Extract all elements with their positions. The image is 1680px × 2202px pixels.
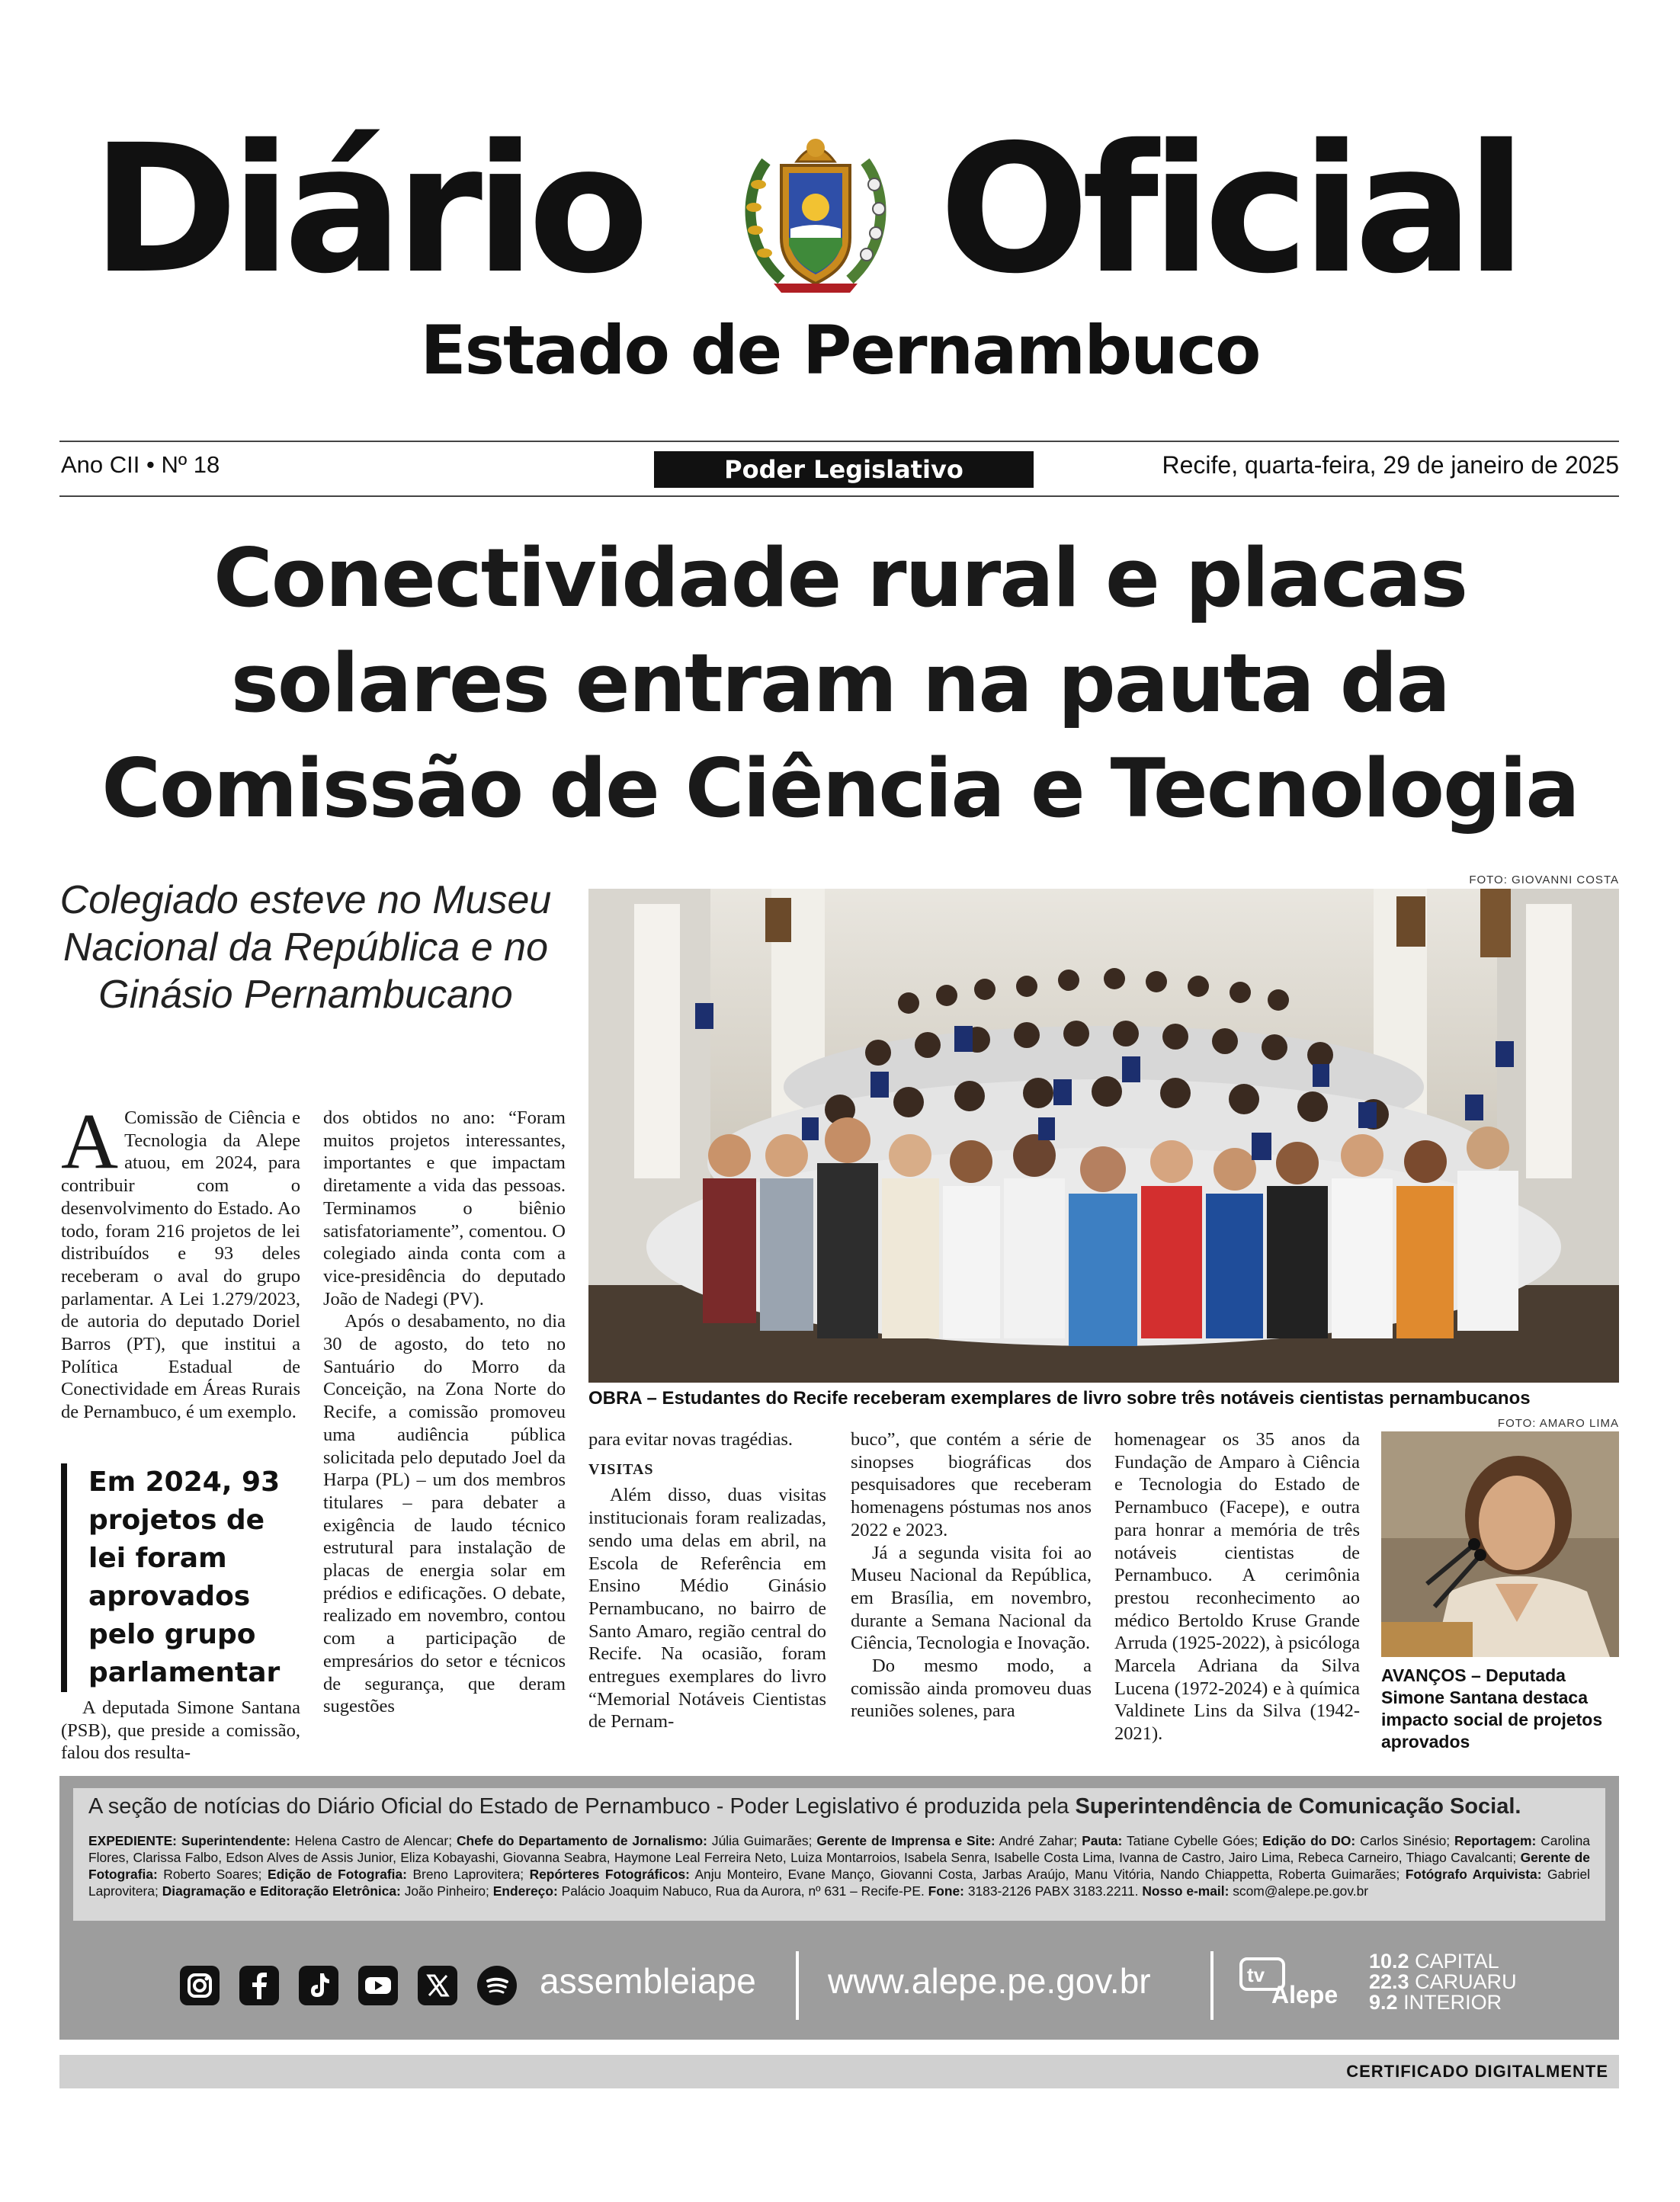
- tiktok-icon[interactable]: [299, 1966, 338, 2005]
- tv-logo-top-text: tv: [1247, 1963, 1265, 1986]
- website-link[interactable]: www.alepe.pe.gov.br: [828, 1961, 1151, 2001]
- tv-logo-bottom-text: Alepe: [1271, 1981, 1339, 2008]
- spotify-icon[interactable]: [477, 1966, 517, 2005]
- article-paragraph: buco”, que contém a série de sinopses biográficas dos pesquisadores que receberam homenagens póstumas nos anos 2022 e 2023.: [851, 1429, 1092, 1540]
- article-paragraph: dos obtidos no ano: “Foram muitos projetos interessantes, importantes e que impactam diretamente a vida das pessoas. Terminamos o biênio satisfatoriamente”, comentou. O colegiado ainda conta com a vice-presidência do deputado João de Nadegi (PV).: [323, 1107, 566, 1309]
- headline-line-1: Conectividade rural e placas: [213, 531, 1467, 625]
- x-icon[interactable]: [418, 1966, 457, 2005]
- footer-divider: [796, 1951, 799, 2020]
- headline-line-2: solares entram na pauta da: [230, 636, 1450, 730]
- article-column-3: [588, 1428, 826, 1733]
- article-column-5: [1114, 1428, 1360, 1745]
- expediente-credits: EXPEDIENTE: Superintendente: Helena Castro de Alencar; Chefe do Departamento de Jornalismo: Júlia Guimarães; Gerente de Imprensa e Site: André Zahar; Pauta: Tatiane Cybelle Góes; Edição do DO: Carlos Sinésio; Reportagem: Carolina Flores, Clarissa Falbo, Edson Alves de Assis Junior, Eliza Kobayashi, Giovanna Seabra, Haymone Leal Ferreira Neto, Luiza Montarroios, Isabela Senra, Isabelle Costa Lima, Ivanna de Castro, Jairo Lima, Rebeca Carneiro, Thiago Cavalcanti; Gerente de Fotografia: Roberto Soares; Edição de Fotografia: Breno Laprovitera; Repórteres Fotográficos: Anju Monteiro, Evane Manço, Giovanni Costa, Jarbas Araújo, Manu Vitória, Nando Chiappetta, Roberta Guimarães; Fotógrafo Arquivista: Gabriel Laprovitera; Diagramação e Editoração Eletrônica: João Pinheiro; Endereço: Palácio Joaquim Nabuco, Rua da Aurora, nº 631 – Recife-PE. Fone: 3183-2126 PABX 3183.2211. Nosso e-mail: scom@alepe.pe.gov.br: [88, 1833, 1591, 1899]
- youtube-icon[interactable]: [358, 1966, 398, 2005]
- main-photo: [588, 889, 1619, 1383]
- article-column-1b: [61, 1697, 300, 1764]
- dateline: Recife, quarta-feira, 29 de janeiro de 2025: [1162, 451, 1619, 479]
- channel-row: 22.3 CARUARU: [1369, 1970, 1517, 1993]
- article-column-2: [323, 1107, 566, 1718]
- expediente-box: [73, 1788, 1605, 1921]
- footer-divider: [1210, 1951, 1214, 2020]
- section-label: Poder Legislativo: [654, 451, 1034, 488]
- kicker: Colegiado esteve no Museu Nacional da República e no Ginásio Pernambucano: [59, 878, 552, 1017]
- article-paragraph: para evitar novas tragédias.: [588, 1429, 794, 1450]
- bottom-rule: [59, 495, 1619, 497]
- certificado-bar: [59, 2055, 1619, 2088]
- photo-credit-side: FOTO: AMARO LIMA: [1497, 1417, 1619, 1430]
- social-handle-link[interactable]: assembleiape: [540, 1961, 756, 2001]
- article-paragraph: A Comissão de Ciência e Tecnologia da Alepe atuou, em 2024, para contribuir com o desenvolvimento do Estado. Ao todo, foram 216 projetos de lei distribuídos e 93 deles receberam o aval do grupo parlamentar. A Lei 1.279/2023, de autoria do deputado Doriel Barros (PT), que institui a Política Estadual de Conectividade em Áreas Rurais de Pernambuco, é um exemplo.: [61, 1098, 300, 1423]
- article-column-1: [61, 1098, 300, 1424]
- side-photo: [1381, 1431, 1619, 1657]
- facebook-icon[interactable]: [239, 1966, 279, 2005]
- pernambuco-coat-of-arms-icon: [736, 131, 896, 299]
- instagram-icon[interactable]: [180, 1966, 220, 2005]
- article-column-4: [851, 1428, 1092, 1723]
- article-paragraph: Além disso, duas visitas institucionais foram realizadas, sendo uma delas em abril, na Escola de Referência em Ensino Médio Ginásio Pernambucano, no bairro de Santo Amaro, região central do Recife. Na ocasião, foram entregues exemplares do livro “Memorial Notáveis Cientistas de Pernam-: [588, 1485, 826, 1732]
- channel-row: 9.2 INTERIOR: [1369, 1991, 1502, 2014]
- article-paragraph: homenagear os 35 anos da Fundação de Amparo à Ciência e Tecnologia do Estado de Pernambuco (Facepe), e outra para honrar a memória de três notáveis cientistas de Pernambuco. A cerimônia prestou reconhecimento ao médico Bertoldo Kruse Grande Arruda (1925-2022), à psicóloga Marcela Adriana da Silva Lucena (1972-2024) e à química Valdinete Lins da Silva (1942-2021).: [1114, 1429, 1360, 1745]
- headline: [46, 526, 1634, 841]
- pull-quote: Em 2024, 93 projetos de lei foram aprovados pelo grupo parlamentar: [61, 1463, 300, 1692]
- article-paragraph: A deputada Simone Santana (PSB), que preside a comissão, falou dos resulta-: [61, 1697, 300, 1764]
- article-paragraph: Já a segunda visita foi ao Museu Nacional da República, em Brasília, em novembro, durante a Semana Nacional da Ciência, Tecnologia e Inovação.: [851, 1542, 1092, 1654]
- masthead-title-right: Oficial: [939, 107, 1519, 313]
- certificado-label: CERTIFICADO DIGITALMENTE: [1346, 2062, 1608, 2081]
- expediente-lead: A seção de notícias do Diário Oficial do Estado de Pernambuco - Poder Legislativo é produzida pela Superintendência de Comunicação Social.: [88, 1794, 1521, 1819]
- tv-channels: [1369, 1951, 1517, 2013]
- channel-row: 10.2 CAPITAL: [1369, 1950, 1499, 1973]
- photo-caption-side: AVANÇOS – Deputada Simone Santana destaca impacto social de projetos aprovados: [1381, 1665, 1603, 1752]
- article-paragraph: Do mesmo modo, a comissão ainda promoveu duas reuniões solenes, para: [851, 1656, 1092, 1722]
- headline-line-3: Comissão de Ciência e Tecnologia: [101, 742, 1579, 835]
- top-rule: [59, 441, 1619, 442]
- drop-cap: A: [61, 1098, 119, 1185]
- masthead: [0, 107, 1680, 313]
- photo-caption-main: OBRA – Estudantes do Recife receberam exemplares de livro sobre três notáveis cientistas pernambucanos: [588, 1388, 1531, 1409]
- masthead-title-left: Diário: [91, 107, 642, 313]
- article-subhead: VISITAS: [588, 1460, 654, 1478]
- tv-alepe-logo: [1239, 1956, 1354, 2009]
- photo-credit-main: FOTO: GIOVANNI COSTA: [1469, 873, 1619, 886]
- article-paragraph: Após o desabamento, no dia 30 de agosto, do teto no Santuário do Morro da Conceição, na Zona Norte do Recife, a comissão promoveu uma audiência pública solicitada pelo deputado Joel da Harpa (PL) – um dos membros titulares – para debater a exigência de laudo técnico estrutural para instalação de placas de energia solar em prédios e edificações. O debate, realizado em novembro, contou com a participação de empresários do setor e técnicos de segurança, que deram sugestões: [323, 1311, 566, 1717]
- masthead-subtitle: Estado de Pernambuco: [420, 311, 1260, 389]
- issue-number: Ano CII • Nº 18: [61, 451, 220, 478]
